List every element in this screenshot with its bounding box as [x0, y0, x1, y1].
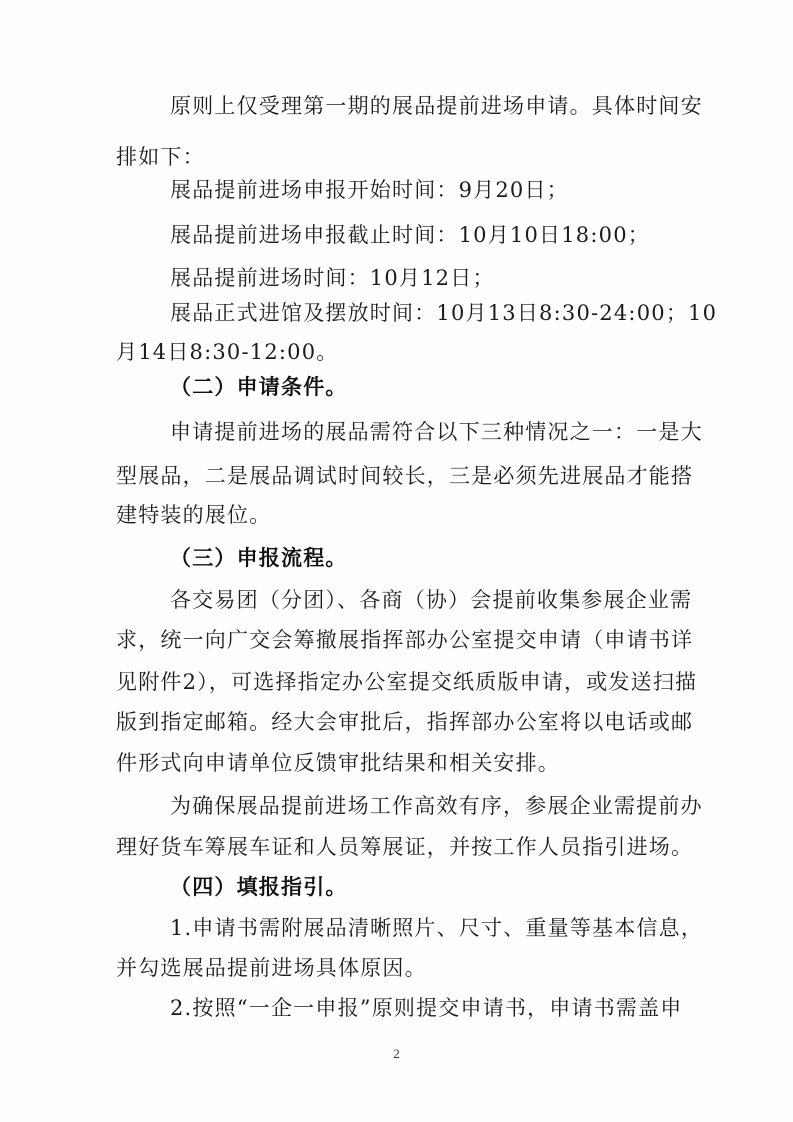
paragraph-line: 申请提前进场的展品需符合以下三种情况之一：一是大 — [170, 420, 703, 444]
paragraph-line: 原则上仅受理第一期的展品提前进场申请。具体时间安 — [170, 94, 703, 118]
paragraph-line: 月14日8:30-12:00。 — [116, 340, 339, 364]
paragraph-line: 展品正式进馆及摆放时间：10月13日8:30-24:00；10 — [170, 301, 718, 325]
paragraph-line: 1.申请书需附展品清晰照片、尺寸、重量等基本信息， — [170, 916, 704, 940]
paragraph-line: 件形式向申请单位反馈审批结果和相关安排。 — [116, 751, 560, 775]
paragraph-line: 理好货车筹展车证和人员筹展证，并按工作人员指引进场。 — [116, 835, 694, 859]
paragraph-line: 展品提前进场时间：10月12日； — [170, 266, 495, 290]
paragraph-line: 建特装的展位。 — [116, 503, 272, 527]
paragraph-line: 展品提前进场申报截止时间：10月10日18:00； — [170, 223, 650, 247]
paragraph-line: 求，统一向广交会筹撤展指挥部办公室提交申请（申请书详 — [116, 628, 694, 652]
paragraph-line: 型展品，二是展品调试时间较长，三是必须先进展品才能搭 — [116, 464, 694, 488]
paragraph-line: 见附件2），可选择指定办公室提交纸质版申请，或发送扫描 — [116, 670, 698, 694]
paragraph-line: 2.按照“一企一申报”原则提交申请书，申请书需盖申 — [170, 996, 683, 1020]
section-heading-2: （二）申请条件。 — [170, 375, 348, 399]
paragraph-line: 各交易团（分团）、各商（协）会提前收集参展企业需 — [170, 588, 693, 612]
paragraph-line: 版到指定邮箱。经大会审批后，指挥部办公室将以电话或邮 — [116, 710, 694, 734]
section-heading-4: （四）填报指引。 — [170, 875, 348, 899]
page-number: 2 — [393, 1046, 400, 1061]
paragraph-line: 排如下： — [116, 145, 205, 169]
section-heading-3: （三）申报流程。 — [170, 546, 348, 570]
paragraph-line: 并勾选展品提前进场具体原因。 — [116, 956, 427, 980]
paragraph-line: 展品提前进场申报开始时间：9月20日； — [170, 178, 569, 202]
paragraph-line: 为确保展品提前进场工作高效有序，参展企业需提前办 — [170, 794, 703, 818]
